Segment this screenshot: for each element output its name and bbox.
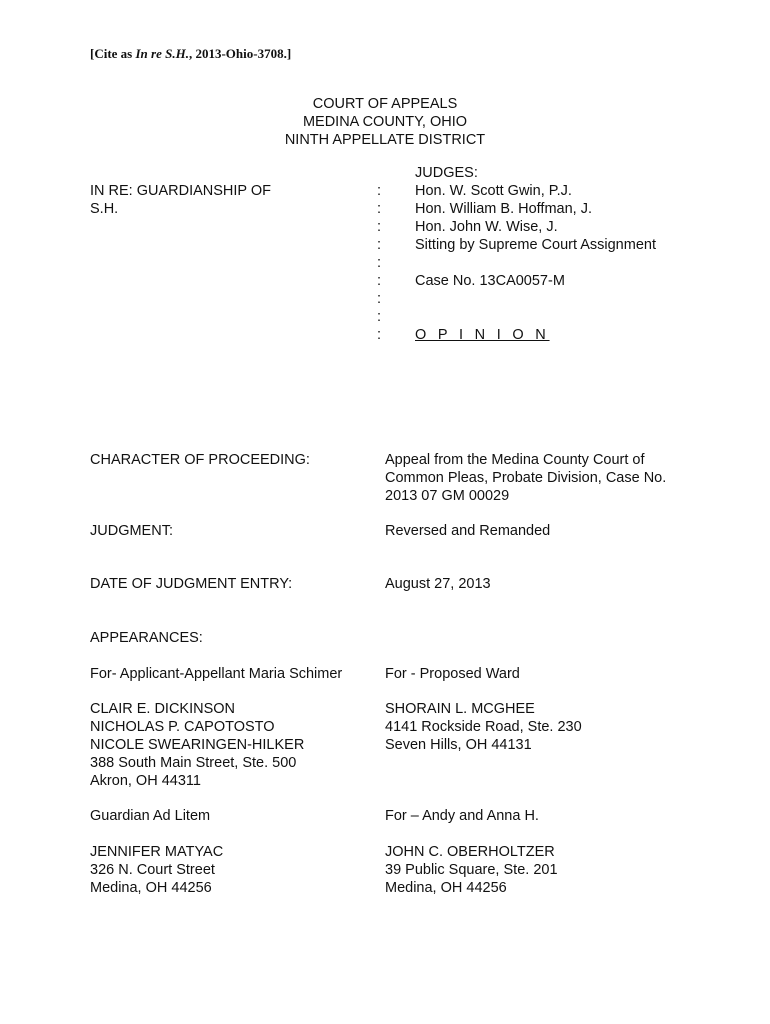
ward-role: For - Proposed Ward bbox=[385, 666, 520, 682]
caption-colon: : bbox=[377, 237, 382, 253]
court-name: COURT OF APPEALS bbox=[312, 96, 458, 112]
counsel-line: Seven Hills, OH 44131 bbox=[385, 737, 532, 753]
counsel-line: 4141 Rockside Road, Ste. 230 bbox=[385, 719, 582, 735]
appellant-counsel-block bbox=[90, 700, 304, 790]
date-label: DATE OF JUDGMENT ENTRY: bbox=[90, 576, 293, 592]
case-number: Case No. 13CA0057-M bbox=[415, 273, 565, 289]
caption-colon: : bbox=[377, 273, 382, 289]
court-county: MEDINA COUNTY, OHIO bbox=[302, 114, 468, 130]
counsel-line: CLAIR E. DICKINSON bbox=[90, 701, 236, 717]
counsel-line: JOHN C. OBERHOLTZER bbox=[385, 844, 555, 860]
counsel-line: Medina, OH 44256 bbox=[385, 880, 507, 896]
judgment-label: JUDGMENT: bbox=[90, 523, 173, 539]
judge-name: Hon. W. Scott Gwin, P.J. bbox=[415, 183, 572, 199]
judge-name: Hon. John W. Wise, J. bbox=[415, 219, 558, 235]
judgment-value: Reversed and Remanded bbox=[385, 523, 551, 539]
judge-name: Hon. William B. Hoffman, J. bbox=[415, 201, 593, 217]
andy-anna-counsel-block bbox=[385, 843, 558, 897]
appellant-role: For- Applicant-Appellant Maria Schimer bbox=[90, 666, 343, 682]
judge-assignment: Sitting by Supreme Court Assignment bbox=[415, 237, 656, 253]
judges-panel bbox=[415, 164, 656, 254]
counsel-line: JENNIFER MATYAC bbox=[90, 844, 224, 860]
caption-colon: : bbox=[377, 201, 382, 217]
court-header bbox=[0, 95, 770, 149]
party-line: S.H. bbox=[90, 201, 119, 217]
character-value bbox=[385, 451, 666, 505]
appearances-heading: APPEARANCES: bbox=[90, 630, 203, 646]
judges-heading: JUDGES: bbox=[415, 165, 478, 181]
counsel-line: NICHOLAS P. CAPOTOSTO bbox=[90, 719, 275, 735]
guardian-block bbox=[90, 843, 223, 897]
character-line: 2013 07 GM 00029 bbox=[385, 488, 510, 504]
caption-colon: : bbox=[377, 219, 382, 235]
caption-colon: : bbox=[377, 309, 382, 325]
counsel-line: Akron, OH 44311 bbox=[90, 773, 201, 789]
ward-counsel-block bbox=[385, 700, 582, 754]
court-district: NINTH APPELLATE DISTRICT bbox=[284, 132, 486, 148]
character-line: Appeal from the Medina County Court of bbox=[385, 452, 645, 468]
counsel-line: 326 N. Court Street bbox=[90, 862, 215, 878]
counsel-line: Medina, OH 44256 bbox=[90, 880, 212, 896]
date-value: August 27, 2013 bbox=[385, 576, 491, 592]
opinion-title: O P I N I O N bbox=[415, 327, 550, 343]
counsel-line: SHORAIN L. MCGHEE bbox=[385, 701, 535, 717]
citation-line bbox=[90, 46, 291, 62]
counsel-line: 39 Public Square, Ste. 201 bbox=[385, 862, 558, 878]
counsel-line: NICOLE SWEARINGEN-HILKER bbox=[90, 737, 305, 753]
citation-case-name: In re S.H. bbox=[135, 46, 189, 61]
caption-colon: : bbox=[377, 291, 382, 307]
citation-suffix: , 2013-Ohio-3708.] bbox=[188, 46, 292, 61]
character-line: Common Pleas, Probate Division, Case No. bbox=[385, 470, 667, 486]
character-label: CHARACTER OF PROCEEDING: bbox=[90, 452, 310, 468]
party-line: IN RE: GUARDIANSHIP OF bbox=[90, 183, 272, 199]
citation-prefix: [Cite as bbox=[90, 46, 136, 61]
caption-colon: : bbox=[377, 327, 382, 343]
caption-colon: : bbox=[377, 255, 382, 271]
case-party bbox=[90, 182, 271, 218]
andy-anna-role: For – Andy and Anna H. bbox=[385, 808, 539, 824]
guardian-role: Guardian Ad Litem bbox=[90, 808, 211, 824]
caption-colon: : bbox=[377, 183, 382, 199]
counsel-line: 388 South Main Street, Ste. 500 bbox=[90, 755, 297, 771]
